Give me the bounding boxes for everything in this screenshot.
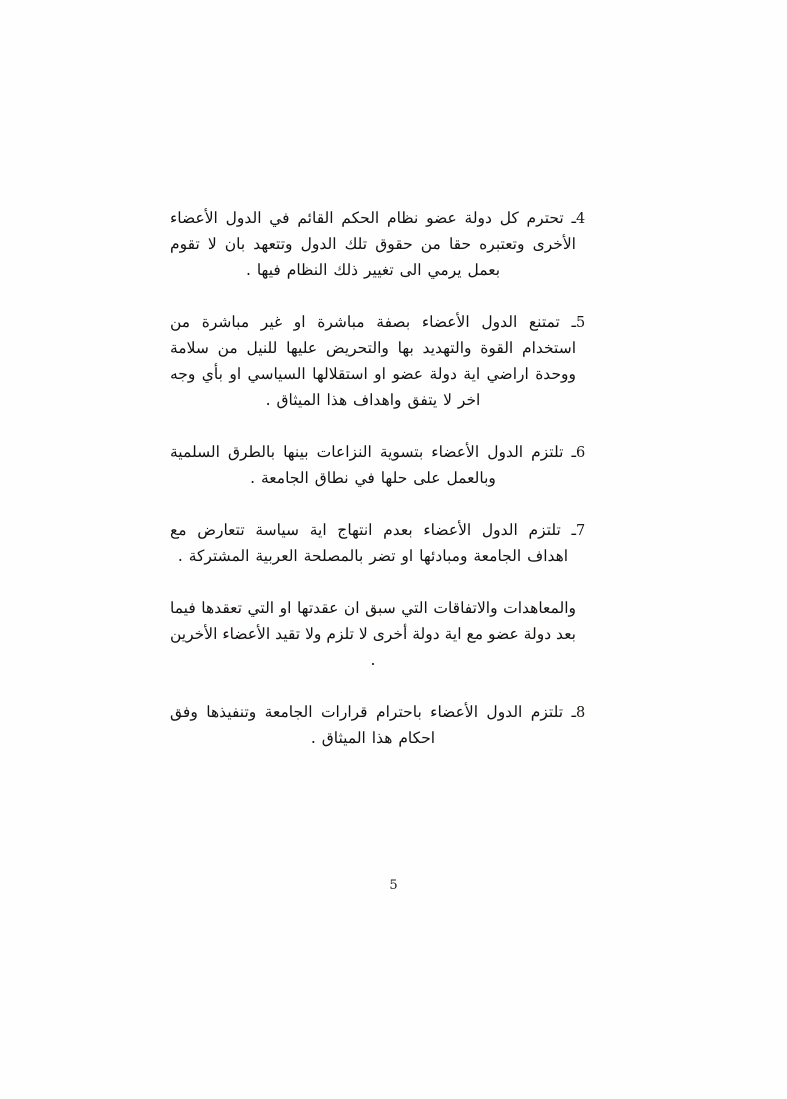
clause-text: ـ تلتزم الدول الأعضاء بتسوية النزاعات بينها بالطرق السلمية وبالعمل على حلها في نطاق الجامعة . xyxy=(170,443,576,487)
clause-item xyxy=(170,517,602,569)
clause-text: ـ تحترم كل دولة عضو نظام الحكم القائم في الدول الأعضاء الأخرى وتعتبره حقا من حقوق تلك الدول وتتعهد بان لا تقوم بعمل يرمي الى تغيير ذلك النظام فيها . xyxy=(170,209,576,279)
clause-item xyxy=(170,439,602,491)
clause-number: 6 xyxy=(576,445,586,461)
clause-text: ـ تلتزم الدول الأعضاء باحترام قرارات الجامعة وتنفيذها وفق احكام هذا الميثاق . xyxy=(170,703,576,747)
clause-item xyxy=(170,205,602,283)
paragraph-treaties: والمعاهدات والاتفاقات التي سبق ان عقدتها او التي تعقدها فيما بعد دولة عضو مع اية دولة أخرى لا تلزم ولا تقيد الأعضاء الأخرين . xyxy=(170,599,576,669)
clause-number: 8 xyxy=(576,705,586,721)
document-body xyxy=(170,205,602,777)
page-number: 5 xyxy=(389,878,398,893)
clause-number: 5 xyxy=(576,315,586,331)
clause-text: ـ تمتنع الدول الأعضاء بصفة مباشرة او غير مباشرة من استخدام القوة والتهديد بها والتحريض عليها للنيل من سلامة ووحدة اراضي اية دولة عضو او استقلالها السياسي او بأي وجه اخر لا يتفق واهداف هذا الميثاق . xyxy=(170,313,576,409)
clause-number: 4 xyxy=(576,211,586,227)
clause-item xyxy=(170,699,602,751)
clause-text: ـ تلتزم الدول الأعضاء بعدم انتهاج اية سياسة تتعارض مع اهداف الجامعة ومبادئها او تضر بالمصلحة العربية المشتركة . xyxy=(170,521,576,565)
clause-item xyxy=(170,309,602,413)
clause-number: 7 xyxy=(576,523,586,539)
